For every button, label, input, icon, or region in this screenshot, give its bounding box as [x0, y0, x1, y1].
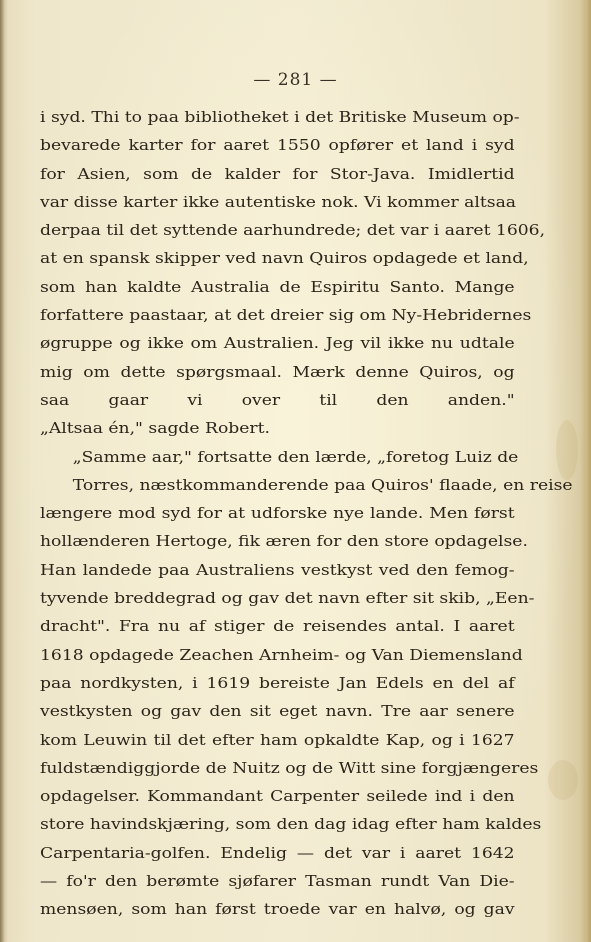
text-line: hollænderen Hertoge, fik æren for den store opdagelse.: [40, 532, 528, 551]
text-line: vestkysten og gav den sit eget navn. Tre aar senere: [40, 702, 515, 721]
text-line: tyvende breddegrad og gav det navn efter sit skib, „Een-: [40, 589, 535, 608]
body-text: [40, 103, 573, 924]
text-line: forfattere paastaar, at det dreier sig om Ny-Hebridernes: [40, 306, 532, 325]
text-line: „Samme aar," fortsatte den lærde, „foretog Luiz de: [72, 447, 519, 466]
page-number-header: — 281 —: [253, 70, 338, 90]
text-line: derpaa til det syttende aarhundrede; det var i aaret 1606,: [40, 221, 546, 240]
text-line: Carpentaria-golfen. Endelig — det var i aaret 1642: [40, 843, 515, 862]
text-line: dracht". Fra nu af stiger de reisendes antal. I aaret: [40, 617, 515, 636]
text-line: fuldstændiggjorde de Nuitz og de Witt sine forgjængeres: [40, 758, 539, 777]
paper-stain: [556, 420, 578, 480]
text-line: kom Leuwin til det efter ham opkaldte Kap, og i 1627: [40, 730, 515, 749]
text-line: saa gaar vi over til den anden.": [40, 390, 515, 409]
text-line: som han kaldte Australia de Espiritu Santo. Mange: [40, 277, 515, 296]
paper-stain: [548, 760, 578, 800]
text-line: i syd. Thi to paa bibliotheket i det Britiske Museum op-: [40, 108, 520, 126]
text-line: paa nordkysten, i 1619 bereiste Jan Edels en del af: [40, 673, 515, 692]
text-line: bevarede karter for aaret 1550 opfører et land i syd: [40, 136, 515, 155]
text-line: store havindskjæring, som den dag idag efter ham kaldes: [40, 815, 542, 834]
text-line: opdagelser. Kommandant Carpenter seilede ind i den: [40, 787, 515, 806]
text-line: 1618 opdagede Zeachen Arnheim- og Van Diemensland: [40, 645, 523, 664]
text-line: Torres, næstkommanderende paa Quiros' flaade, en reise: [72, 475, 573, 494]
text-line: mensøen, som han først troede var en halvø, og gav: [40, 900, 515, 919]
text-line: Han landede paa Australiens vestkyst ved den femog-: [40, 560, 515, 579]
text-line: for Asien, som de kalder for Stor-Java. Imidlertid: [40, 164, 515, 183]
text-line: „Altsaa én," sagde Robert.: [40, 419, 270, 438]
text-line: længere mod syd for at udforske nye lande. Men først: [40, 504, 515, 523]
text-line: — fo'r den berømte sjøfarer Tasman rundt Van Die-: [40, 872, 515, 891]
page-gutter-shadow: [0, 0, 8, 942]
page-edge: [581, 0, 591, 942]
text-line: at en spansk skipper ved navn Quiros opdagede et land,: [40, 249, 529, 268]
text-line: øgruppe og ikke om Australien. Jeg vil ikke nu udtale: [40, 334, 515, 353]
text-line: mig om dette spørgsmaal. Mærk denne Quiros, og: [40, 362, 515, 381]
text-line: var disse karter ikke autentiske nok. Vi kommer altsaa: [40, 192, 517, 211]
